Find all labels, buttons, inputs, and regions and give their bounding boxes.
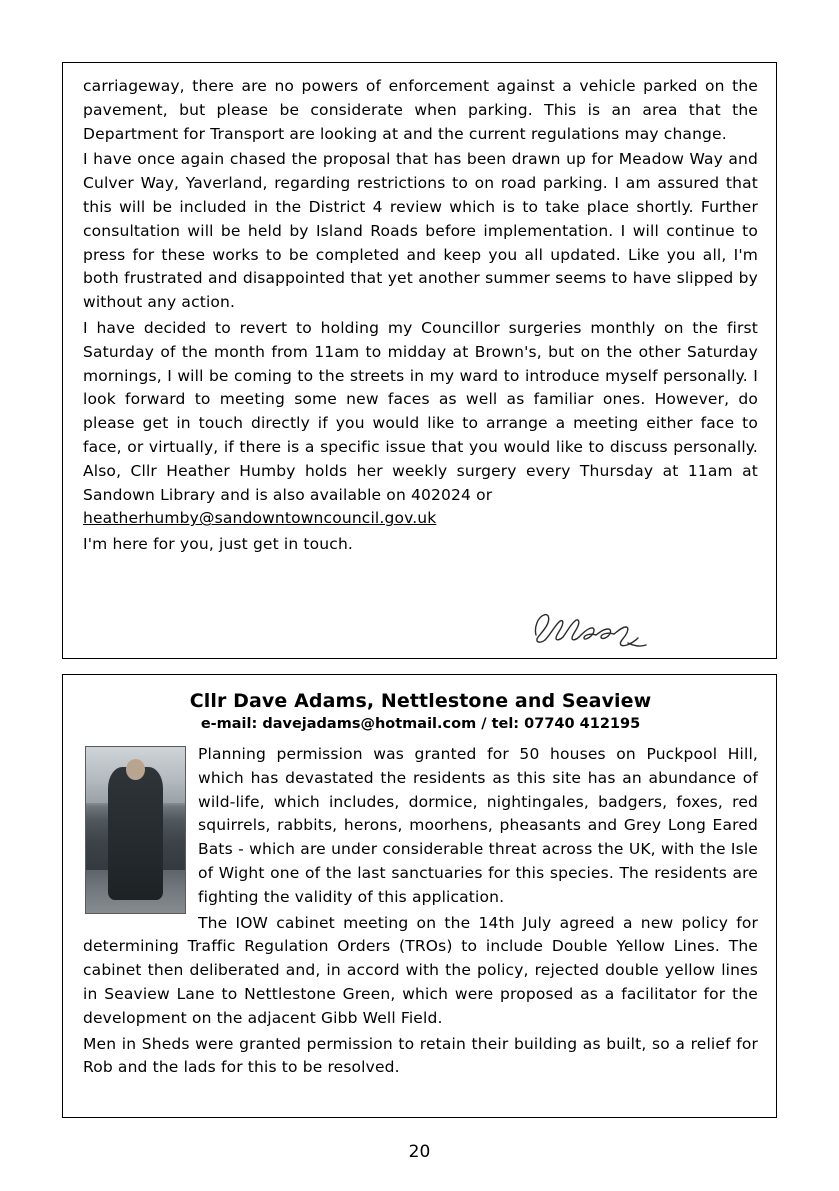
- article-one-paragraph-2: I have once again chased the proposal that has been drawn up for Meadow Way and Culver Way, Yaverland, regarding restrictions to on road parking. I am assured that this will be included in the District 4 review which is to take place shortly. Further consultation will be held by Island Roads before implementation. I will continue to press for these works to be completed and keep you all updated. Like you all, I'm both frustrated and disappointed that yet another summer seems to have slipped by without any action.: [83, 150, 758, 312]
- article-one-paragraph-3: [83, 317, 758, 531]
- article-two-heading: Cllr Dave Adams, Nettlestone and Seaview: [189, 690, 652, 712]
- email-link-heather-humby[interactable]: heatherhumby@sandowntowncouncil.gov.uk: [83, 509, 437, 528]
- article-one-closing-line: I'm here for you, just get in touch.: [83, 535, 353, 554]
- photo-figure: [108, 767, 163, 900]
- councillor-photo: [85, 746, 186, 914]
- article-one-box: [62, 62, 777, 659]
- article-two-box: [62, 674, 777, 1118]
- page-number: 20: [408, 1142, 431, 1162]
- article-two-paragraph-3: Men in Sheds were granted permission to retain their building as built, so a relief for Rob and the lads for this to be resolved.: [83, 1034, 758, 1077]
- article-two-paragraph-1: Planning permission was granted for 50 houses on Puckpool Hill, which has devastated the residents as this site has an abundance of wild-life, which includes, dormice, nightingales, badgers, foxes, red squirrels, rabbits, herons, moorhens, pheasants and Grey Long Eared Bats - which are under considerable threat across the UK, with the Isle of Wight one of the last sanctuaries for this species. The residents are fighting the validity of this application.: [198, 745, 758, 906]
- article-one-paragraph-3-text: I have decided to revert to holding my Councillor surgeries monthly on the first Saturday of the month from 11am to midday at Brown's, but on the other Saturday mornings, I will be coming to the streets in my ward to introduce myself personally. I look forward to meeting some new faces as well as familiar ones. However, do please get in touch directly if you would like to arrange a meeting either face to face, or virtually, if there is a specific issue that you would like to discuss personally. Also, Cllr Heather Humby holds her weekly surgery every Thursday at 11am at Sandown Library and is also available on 402024 or: [83, 318, 758, 504]
- article-two-contact: e-mail: davejadams@hotmail.com / tel: 07740 412195: [200, 716, 641, 732]
- article-one-paragraph-1: carriageway, there are no powers of enforcement against a vehicle parked on the pavement, but please be considerate when parking. This is an area that the Department for Transport are looking at and the current regulations may change.: [83, 77, 758, 143]
- article-two-paragraph-2: The IOW cabinet meeting on the 14th July agreed a new policy for determining Traffic Regulation Orders (TROs) to include Double Yellow Lines. The cabinet then deliberated and, in accord with the policy, rejected double yellow lines in Seaview Lane to Nettlestone Green, which were proposed as a facilitator for the development on the adjacent Gibb Well Field.: [83, 913, 758, 1027]
